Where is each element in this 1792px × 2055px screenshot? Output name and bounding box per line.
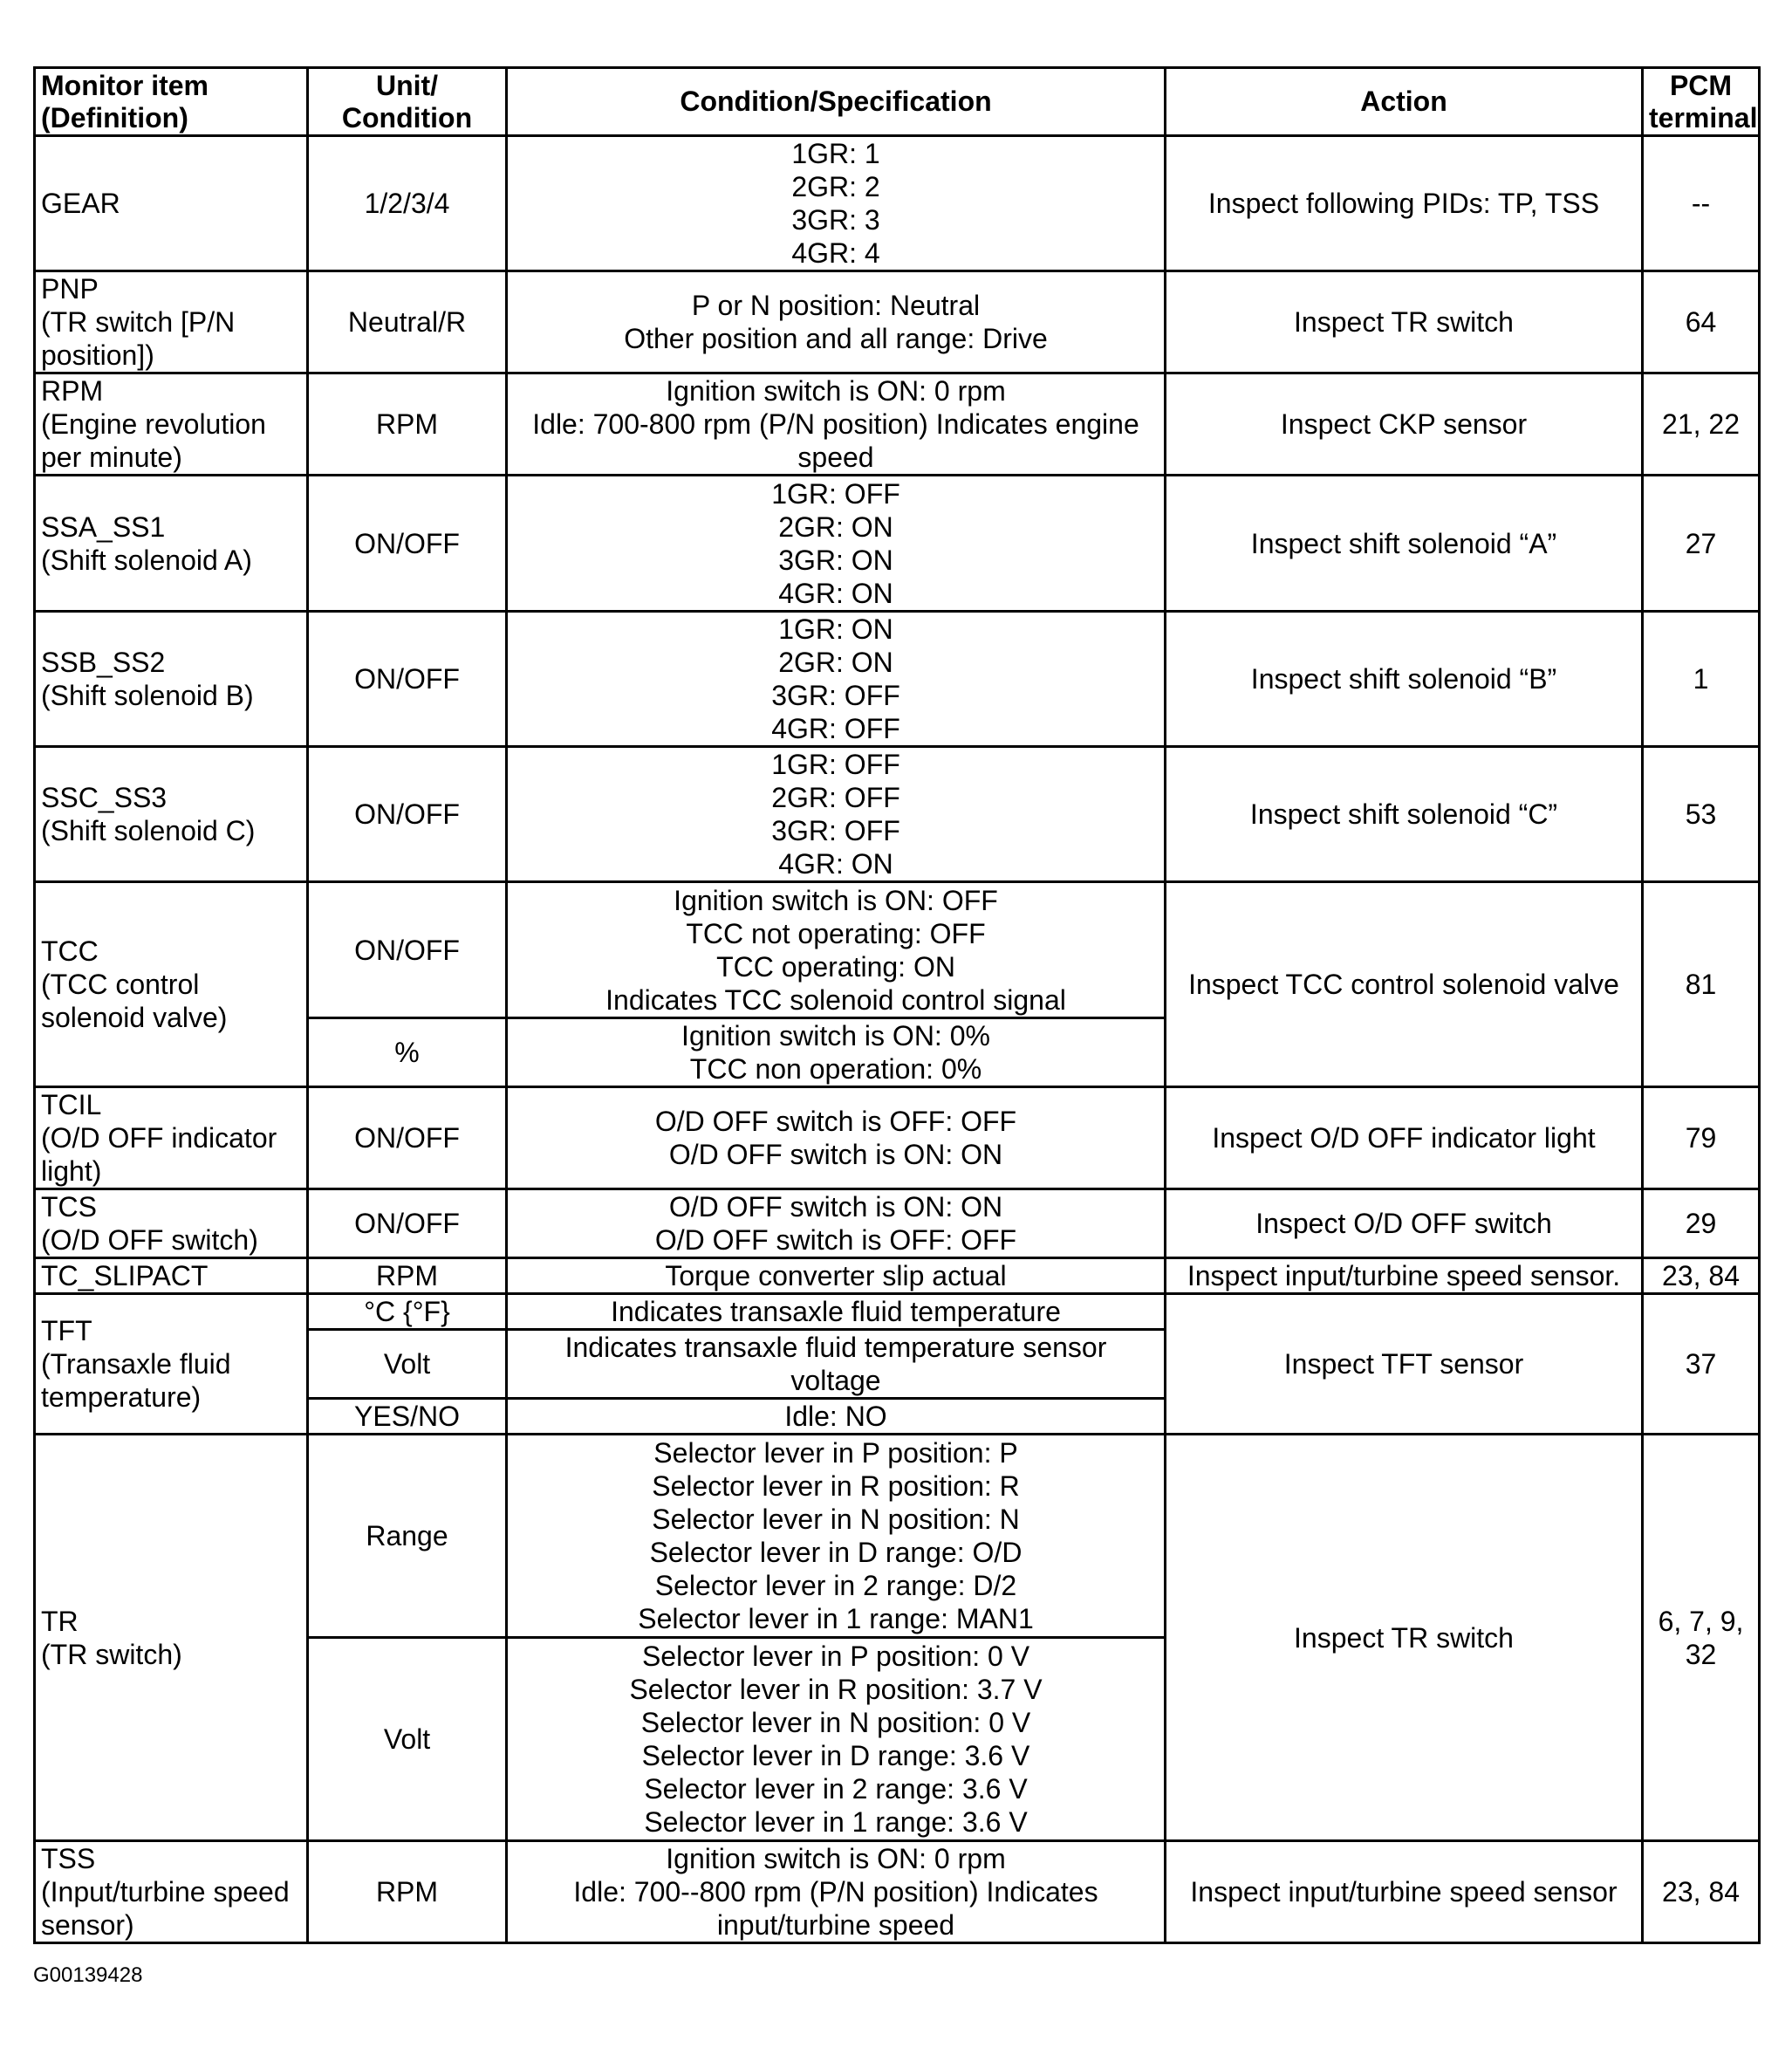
unit: ON/OFF [308, 612, 507, 747]
condition: Selector lever in P position: 0 V Selector lever in R position: 3.7 V Selector lever in N position: 0 V Selector lever in D range: 3.6 V Selector lever in 2 range: 3.6 V Selector lever in 1 range: 3.6 V [507, 1638, 1166, 1841]
monitor-item-table [33, 66, 1761, 1944]
table-row-tc-slipact [35, 1258, 1760, 1294]
header-monitor-item: Monitor item (Definition) [35, 68, 308, 136]
table-row-rpm [35, 373, 1760, 476]
condition: 1GR: 1 2GR: 2 3GR: 3 4GR: 4 [507, 136, 1166, 271]
monitor-item: TCIL (O/D OFF indicator light) [35, 1087, 308, 1189]
table-row-tr [35, 1435, 1760, 1638]
monitor-item: SSA_SS1 (Shift solenoid A) [35, 476, 308, 612]
table-row-ssa [35, 476, 1760, 612]
action: Inspect input/turbine speed sensor. [1166, 1258, 1643, 1294]
unit: ON/OFF [308, 1189, 507, 1258]
pcm-terminal: 81 [1643, 882, 1760, 1087]
condition: Idle: NO [507, 1399, 1166, 1435]
condition: O/D OFF switch is ON: ON O/D OFF switch is OFF: OFF [507, 1189, 1166, 1258]
action: Inspect shift solenoid “B” [1166, 612, 1643, 747]
pcm-terminal: 6, 7, 9, 32 [1643, 1435, 1760, 1841]
pcm-terminal: 79 [1643, 1087, 1760, 1189]
table-row-tss [35, 1841, 1760, 1943]
condition: Torque converter slip actual [507, 1258, 1166, 1294]
table-row-ssb [35, 612, 1760, 747]
pcm-terminal: 21, 22 [1643, 373, 1760, 476]
condition: 1GR: OFF 2GR: ON 3GR: ON 4GR: ON [507, 476, 1166, 612]
pcm-terminal: -- [1643, 136, 1760, 271]
action: Inspect TR switch [1166, 1435, 1643, 1841]
unit: RPM [308, 1258, 507, 1294]
unit: ON/OFF [308, 882, 507, 1018]
header-row [35, 68, 1760, 136]
monitor-item: TSS (Input/turbine speed sensor) [35, 1841, 308, 1943]
unit: Neutral/R [308, 271, 507, 373]
header-condition: Condition/Specification [507, 68, 1166, 136]
unit: Range [308, 1435, 507, 1638]
table-row-tcs [35, 1189, 1760, 1258]
table-row-tcc [35, 882, 1760, 1018]
pcm-terminal: 29 [1643, 1189, 1760, 1258]
action: Inspect shift solenoid “C” [1166, 747, 1643, 882]
condition: Indicates transaxle fluid temperature [507, 1294, 1166, 1330]
figure-id: G00139428 [33, 1963, 143, 1987]
action: Inspect O/D OFF indicator light [1166, 1087, 1643, 1189]
unit: % [308, 1018, 507, 1087]
pcm-terminal: 1 [1643, 612, 1760, 747]
condition: O/D OFF switch is OFF: OFF O/D OFF switch is ON: ON [507, 1087, 1166, 1189]
unit: ON/OFF [308, 747, 507, 882]
monitor-item: TC_SLIPACT [35, 1258, 308, 1294]
header-unit: Unit/ Condition [308, 68, 507, 136]
monitor-item: RPM (Engine revolution per minute) [35, 373, 308, 476]
unit: Volt [308, 1330, 507, 1399]
condition: Indicates transaxle fluid temperature sensor voltage [507, 1330, 1166, 1399]
unit: YES/NO [308, 1399, 507, 1435]
condition: Ignition switch is ON: 0 rpm Idle: 700--800 rpm (P/N position) Indicates input/turbine speed [507, 1841, 1166, 1943]
action: Inspect TR switch [1166, 271, 1643, 373]
unit: RPM [308, 1841, 507, 1943]
monitor-item: TR (TR switch) [35, 1435, 308, 1841]
monitor-item: TCS (O/D OFF switch) [35, 1189, 308, 1258]
pcm-terminal: 37 [1643, 1294, 1760, 1435]
unit: °C {°F} [308, 1294, 507, 1330]
table-row-gear [35, 136, 1760, 271]
action: Inspect TCC control solenoid valve [1166, 882, 1643, 1087]
unit: ON/OFF [308, 476, 507, 612]
condition: Ignition switch is ON: 0% TCC non operation: 0% [507, 1018, 1166, 1087]
pcm-terminal: 64 [1643, 271, 1760, 373]
monitor-item: GEAR [35, 136, 308, 271]
table-row-pnp [35, 271, 1760, 373]
monitor-item: TFT (Transaxle fluid temperature) [35, 1294, 308, 1435]
action: Inspect TFT sensor [1166, 1294, 1643, 1435]
action: Inspect CKP sensor [1166, 373, 1643, 476]
unit: RPM [308, 373, 507, 476]
header-pcm-terminal: PCM terminal [1643, 68, 1760, 136]
condition: Ignition switch is ON: 0 rpm Idle: 700-800 rpm (P/N position) Indicates engine speed [507, 373, 1166, 476]
unit: 1/2/3/4 [308, 136, 507, 271]
pcm-terminal: 23, 84 [1643, 1258, 1760, 1294]
header-action: Action [1166, 68, 1643, 136]
table-row-tcil [35, 1087, 1760, 1189]
condition: P or N position: Neutral Other position and all range: Drive [507, 271, 1166, 373]
unit: Volt [308, 1638, 507, 1841]
monitor-item: TCC (TCC control solenoid valve) [35, 882, 308, 1087]
action: Inspect following PIDs: TP, TSS [1166, 136, 1643, 271]
action: Inspect input/turbine speed sensor [1166, 1841, 1643, 1943]
pcm-terminal: 23, 84 [1643, 1841, 1760, 1943]
condition: Selector lever in P position: P Selector lever in R position: R Selector lever in N position: N Selector lever in D range: O/D Selector lever in 2 range: D/2 Selector lever in 1 range: MAN1 [507, 1435, 1166, 1638]
table-row-ssc [35, 747, 1760, 882]
action: Inspect O/D OFF switch [1166, 1189, 1643, 1258]
condition: 1GR: OFF 2GR: OFF 3GR: OFF 4GR: ON [507, 747, 1166, 882]
pcm-terminal: 27 [1643, 476, 1760, 612]
table-row-tft [35, 1294, 1760, 1330]
pcm-terminal: 53 [1643, 747, 1760, 882]
monitor-item: PNP (TR switch [P/N position]) [35, 271, 308, 373]
monitor-item: SSC_SS3 (Shift solenoid C) [35, 747, 308, 882]
action: Inspect shift solenoid “A” [1166, 476, 1643, 612]
condition: 1GR: ON 2GR: ON 3GR: OFF 4GR: OFF [507, 612, 1166, 747]
unit: ON/OFF [308, 1087, 507, 1189]
monitor-item: SSB_SS2 (Shift solenoid B) [35, 612, 308, 747]
condition: Ignition switch is ON: OFF TCC not operating: OFF TCC operating: ON Indicates TCC solenoid control signal [507, 882, 1166, 1018]
